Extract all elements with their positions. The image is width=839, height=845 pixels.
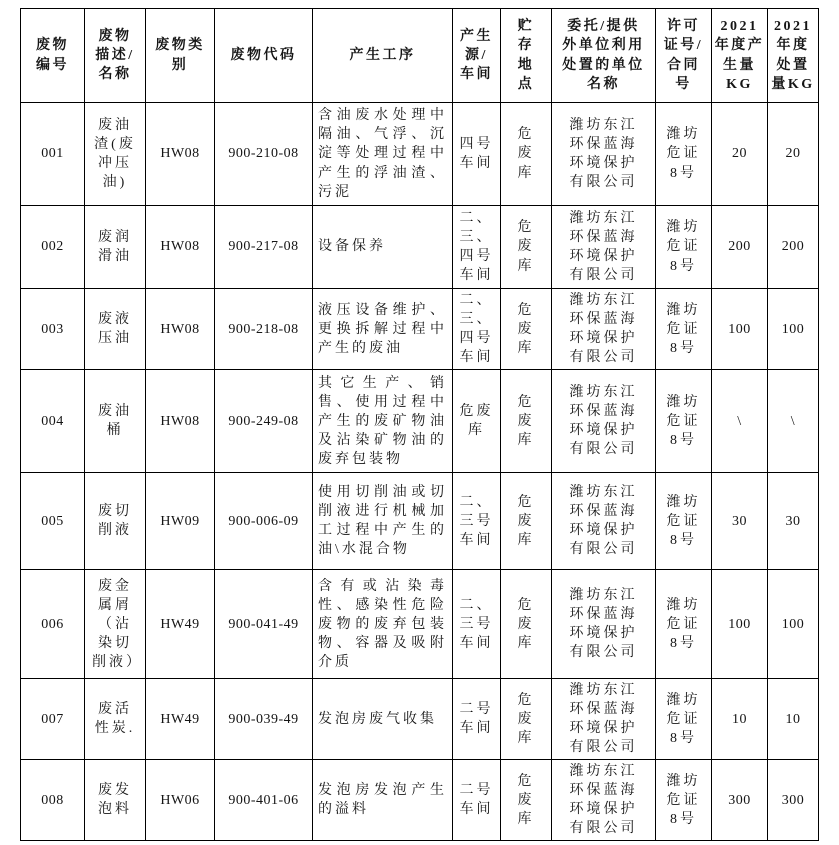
cell-source-workshop: 四号车间 bbox=[453, 103, 501, 206]
cell-disposal-company: 潍坊东江环保蓝海环境保护有限公司 bbox=[552, 570, 656, 679]
cell-storage-location: 危废库 bbox=[501, 473, 552, 570]
cell-waste-code: 900-039-49 bbox=[215, 679, 313, 760]
cell-disposed-kg: 300 bbox=[768, 760, 819, 841]
cell-waste-category: HW09 bbox=[146, 473, 215, 570]
cell-source-workshop: 危废库 bbox=[453, 370, 501, 473]
header-row bbox=[21, 9, 819, 103]
cell-waste-id: 001 bbox=[21, 103, 85, 206]
cell-waste-id: 005 bbox=[21, 473, 85, 570]
cell-process: 使用切削油或切削液进行机械加工过程中产生的油\水混合物 bbox=[313, 473, 453, 570]
cell-storage-location: 危废库 bbox=[501, 103, 552, 206]
cell-source-workshop: 二、三、四号车间 bbox=[453, 289, 501, 370]
cell-process: 设备保养 bbox=[313, 206, 453, 289]
table-row bbox=[21, 370, 819, 473]
cell-permit-no: 潍坊危证8号 bbox=[656, 103, 712, 206]
cell-process: 含油废水处理中隔油、气浮、沉淀等处理过程中产生的浮油渣、污泥 bbox=[313, 103, 453, 206]
cell-source-workshop: 二号车间 bbox=[453, 679, 501, 760]
cell-disposal-company: 潍坊东江环保蓝海环境保护有限公司 bbox=[552, 760, 656, 841]
cell-storage-location: 危废库 bbox=[501, 370, 552, 473]
cell-disposal-company: 潍坊东江环保蓝海环境保护有限公司 bbox=[552, 289, 656, 370]
header-storage-location: 贮存地点 bbox=[501, 9, 552, 103]
cell-waste-category: HW08 bbox=[146, 289, 215, 370]
cell-produced-kg: 300 bbox=[712, 760, 768, 841]
cell-storage-location: 危废库 bbox=[501, 679, 552, 760]
cell-waste-category: HW08 bbox=[146, 103, 215, 206]
cell-waste-code: 900-401-06 bbox=[215, 760, 313, 841]
cell-source-workshop: 二、三、四号车间 bbox=[453, 206, 501, 289]
table-row bbox=[21, 679, 819, 760]
cell-permit-no: 潍坊危证8号 bbox=[656, 473, 712, 570]
cell-disposed-kg: 100 bbox=[768, 289, 819, 370]
cell-waste-category: HW06 bbox=[146, 760, 215, 841]
cell-disposed-kg: 10 bbox=[768, 679, 819, 760]
cell-waste-id: 006 bbox=[21, 570, 85, 679]
cell-permit-no: 潍坊危证8号 bbox=[656, 760, 712, 841]
cell-waste-name: 废油桶 bbox=[85, 370, 146, 473]
cell-waste-code: 900-217-08 bbox=[215, 206, 313, 289]
table-row bbox=[21, 289, 819, 370]
cell-storage-location: 危废库 bbox=[501, 570, 552, 679]
header-source-workshop: 产生源/车间 bbox=[453, 9, 501, 103]
cell-permit-no: 潍坊危证8号 bbox=[656, 679, 712, 760]
table-row bbox=[21, 206, 819, 289]
cell-disposed-kg: \ bbox=[768, 370, 819, 473]
cell-storage-location: 危废库 bbox=[501, 206, 552, 289]
cell-process: 发泡房发泡产生的溢料 bbox=[313, 760, 453, 841]
cell-waste-category: HW08 bbox=[146, 206, 215, 289]
header-permit-no: 许可证号/合同号 bbox=[656, 9, 712, 103]
cell-produced-kg: 100 bbox=[712, 289, 768, 370]
cell-disposed-kg: 20 bbox=[768, 103, 819, 206]
cell-waste-id: 004 bbox=[21, 370, 85, 473]
header-waste-category: 废物类别 bbox=[146, 9, 215, 103]
cell-produced-kg: 20 bbox=[712, 103, 768, 206]
cell-permit-no: 潍坊危证8号 bbox=[656, 289, 712, 370]
cell-waste-name: 废润滑油 bbox=[85, 206, 146, 289]
cell-waste-code: 900-041-49 bbox=[215, 570, 313, 679]
cell-permit-no: 潍坊危证8号 bbox=[656, 570, 712, 679]
cell-waste-name: 废切削液 bbox=[85, 473, 146, 570]
cell-disposal-company: 潍坊东江环保蓝海环境保护有限公司 bbox=[552, 679, 656, 760]
cell-produced-kg: 10 bbox=[712, 679, 768, 760]
cell-storage-location: 危废库 bbox=[501, 760, 552, 841]
cell-source-workshop: 二、三号车间 bbox=[453, 473, 501, 570]
cell-waste-name: 废活性炭. bbox=[85, 679, 146, 760]
cell-waste-category: HW49 bbox=[146, 679, 215, 760]
cell-source-workshop: 二、三号车间 bbox=[453, 570, 501, 679]
cell-produced-kg: \ bbox=[712, 370, 768, 473]
cell-waste-code: 900-210-08 bbox=[215, 103, 313, 206]
header-process: 产生工序 bbox=[313, 9, 453, 103]
header-produced-kg: 2021年度产生量KG bbox=[712, 9, 768, 103]
cell-waste-code: 900-218-08 bbox=[215, 289, 313, 370]
header-disposal-company: 委托/提供外单位利用处置的单位名称 bbox=[552, 9, 656, 103]
cell-waste-id: 007 bbox=[21, 679, 85, 760]
cell-disposed-kg: 100 bbox=[768, 570, 819, 679]
table-row bbox=[21, 103, 819, 206]
waste-table bbox=[20, 8, 819, 841]
cell-produced-kg: 30 bbox=[712, 473, 768, 570]
cell-disposal-company: 潍坊东江环保蓝海环境保护有限公司 bbox=[552, 103, 656, 206]
cell-disposed-kg: 200 bbox=[768, 206, 819, 289]
header-disposed-kg: 2021年度处置量KG bbox=[768, 9, 819, 103]
table-row bbox=[21, 570, 819, 679]
cell-waste-name: 废油渣(废冲压油) bbox=[85, 103, 146, 206]
header-waste-code: 废物代码 bbox=[215, 9, 313, 103]
cell-permit-no: 潍坊危证8号 bbox=[656, 370, 712, 473]
cell-waste-id: 002 bbox=[21, 206, 85, 289]
cell-produced-kg: 200 bbox=[712, 206, 768, 289]
cell-disposal-company: 潍坊东江环保蓝海环境保护有限公司 bbox=[552, 370, 656, 473]
cell-waste-code: 900-006-09 bbox=[215, 473, 313, 570]
cell-waste-category: HW49 bbox=[146, 570, 215, 679]
cell-waste-name: 废发泡料 bbox=[85, 760, 146, 841]
table-row bbox=[21, 473, 819, 570]
cell-process: 发泡房废气收集 bbox=[313, 679, 453, 760]
cell-permit-no: 潍坊危证8号 bbox=[656, 206, 712, 289]
cell-process: 液压设备维护、更换拆解过程中产生的废油 bbox=[313, 289, 453, 370]
cell-waste-category: HW08 bbox=[146, 370, 215, 473]
cell-disposal-company: 潍坊东江环保蓝海环境保护有限公司 bbox=[552, 206, 656, 289]
header-waste-id: 废物编号 bbox=[21, 9, 85, 103]
cell-source-workshop: 二号车间 bbox=[453, 760, 501, 841]
cell-process: 其它生产、销售、使用过程中产生的废矿物油及沾染矿物油的废弃包装物 bbox=[313, 370, 453, 473]
cell-waste-id: 003 bbox=[21, 289, 85, 370]
cell-waste-id: 008 bbox=[21, 760, 85, 841]
cell-process: 含有或沾染毒性、感染性危险废物的废弃包装物、容器及吸附介质 bbox=[313, 570, 453, 679]
cell-storage-location: 危废库 bbox=[501, 289, 552, 370]
cell-waste-code: 900-249-08 bbox=[215, 370, 313, 473]
cell-waste-name: 废液压油 bbox=[85, 289, 146, 370]
cell-disposal-company: 潍坊东江环保蓝海环境保护有限公司 bbox=[552, 473, 656, 570]
cell-produced-kg: 100 bbox=[712, 570, 768, 679]
cell-disposed-kg: 30 bbox=[768, 473, 819, 570]
header-waste-name: 废物描述/名称 bbox=[85, 9, 146, 103]
cell-waste-name: 废金属屑（沾染切削液） bbox=[85, 570, 146, 679]
